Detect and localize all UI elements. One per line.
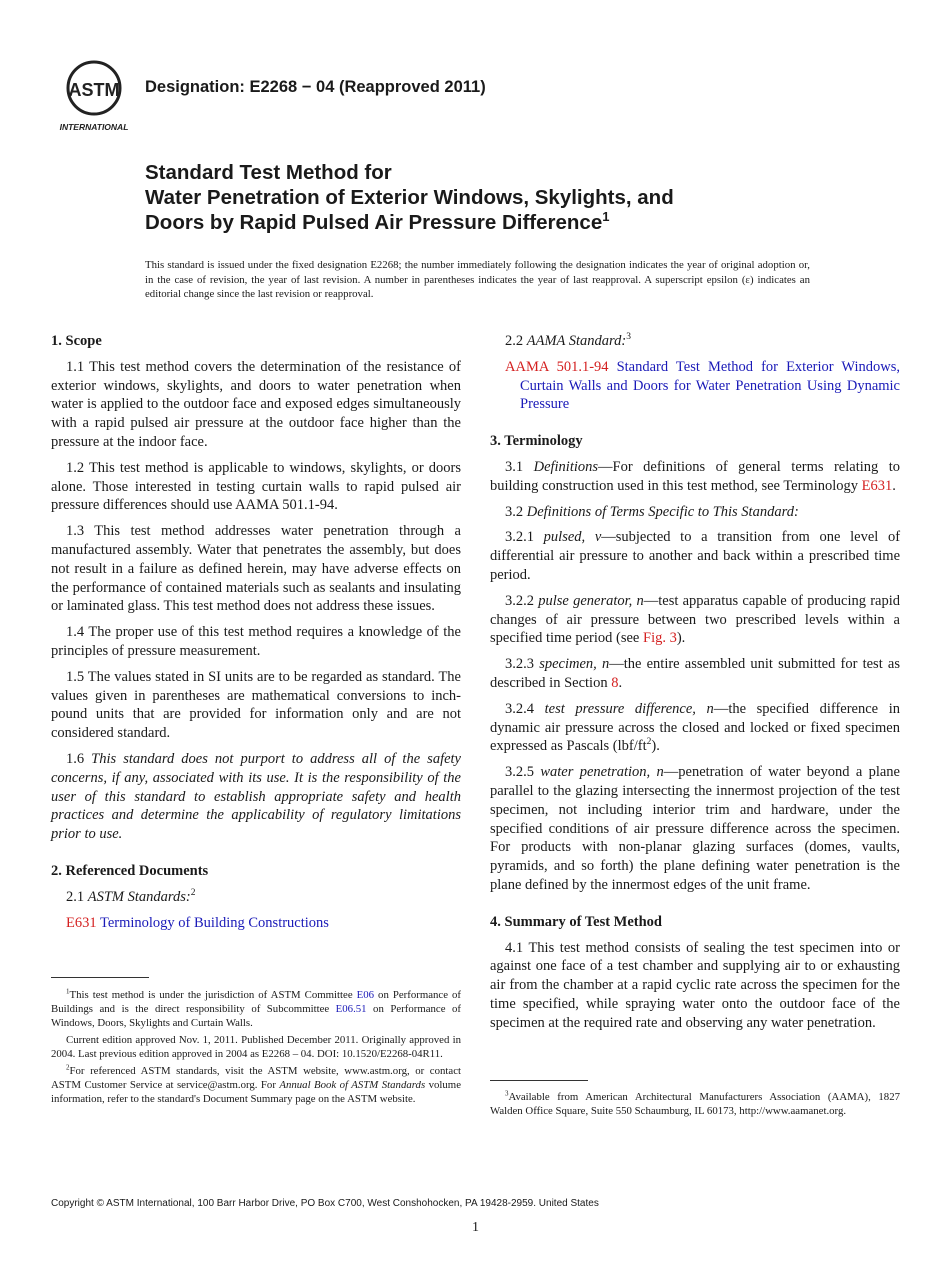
link-e631[interactable]: E631 [861,477,893,494]
designation: Designation: E2268 − 04 (Reapproved 2011) [145,78,486,96]
footnote-2: $^2$For referenced ASTM standards, visit the ASTM website, www.astm.org, or contact ASTM Customer Service at service@astm.org. For Annual Book of ASTM Standards volume information, refer to the standard's Document Summary page on the ASTM website. [51,1063,461,1105]
paragraph-3-2-5: 3.2.5 water penetration, n—penetration of water beyond a plane parallel to the glazing intersecting the innermost projection of the test specimen, not including interior trim and hardware, under the specified conditions of air pressure difference across the specimen. For products with non-planar glazing surfaces (domes, vaults, pyramids, and so forth) the plane defining water penetration is the plane defined by the innermost edges of the unit frame. [490,764,900,893]
copyright-notice: Copyright © ASTM International, 100 Barr Harbor Drive, PO Box C700, West Conshohocken, PA 19428-2959. United States [51,1198,599,1209]
paragraph-3-2-1: 3.2.1 pulsed, v—subjected to a transition from one level of differential air pressure to another and back within a prescribed time period. [490,529,901,583]
link-e06[interactable]: E06 [356,989,375,1001]
link-fig-3[interactable]: Fig. 3 [643,630,677,647]
astm-logo [52,58,136,134]
footnotes-left [51,988,461,1109]
footnote-3: $^3$Available from American Architectural Manufacturers Association (AAMA), 1827 Walden Office Square, Suite 550 Schaumburg, IL 60173, http://www.aamanet.org. [490,1089,900,1117]
link-section-8[interactable]: 8 [611,674,619,691]
section-heading-scope: 1. Scope [51,333,102,349]
reference-e631 [66,914,461,933]
issuance-statement: This standard is issued under the fixed designation E2268; the number immediately following the designation indicates the year of original adoption or, in the case of revision, the year of last revision. A number in parentheses indicates the year of last reapproval. A superscript epsilon (ε) indicates an editorial change since the last revision or reapproval. [145,259,810,301]
paragraph-4-1: 4.1 This test method consists of sealing the test specimen into or against one face of a test chamber and supplying air to or exhausting air from the chamber at a rapid cyclic rate across the specimen for the time specified, while spraying water onto the outdoor face of the specimen at the required rate and observing any water penetration. [490,939,900,1031]
title-line-1: Standard Test Method for [145,161,392,184]
page-number: 1 [472,1220,479,1235]
footnote-ref-2[interactable]: 2 [190,887,196,898]
paragraph-3-2-2: 3.2.2 pulse generator, n—test apparatus capable of producing rapid changes of air pressure between two prescribed levels within a specified time period (see Fig. 3). [490,592,901,647]
section-heading-terminology: 3. Terminology [490,433,583,450]
link-e06-51[interactable]: E06.51 [335,1003,367,1015]
paragraph-1-3: 1.3 This test method addresses water penetration through a manufactured assembly. Water that penetrates the assembly, but does not result in a failure as defined herein, may have adverse effects on the performance of contained materials such as sealants and insulating or laminated glass. This test method does not address these issues. [51,523,461,615]
section-heading-referenced-documents: 2. Referenced Documents [51,862,209,879]
paragraph-1-5: 1.5 The values stated in SI units are to be regarded as standard. The values given in parentheses are mathematical conversions to inch-pound units that are provided for information only and are not considered standard. [51,668,461,742]
right-column [490,332,900,1040]
paragraph-2-2: 2.2 AAMA Standard:$^3$ [505,332,631,349]
paragraph-1-4: 1.4 The proper use of this test method requires a knowledge of the principles of pressure measurement. [51,624,461,659]
title-line-3-text: Doors by Rapid Pulsed Air Pressure Difference [145,211,603,234]
footnote-1: $^1$This test method is under the jurisdiction of ASTM Committee E06 on Performance of Buildings and is the direct responsibility of Subcommittee E06.51 on Performance of Windows, Doors, Skylights and Curtain Walls. [51,987,461,1029]
paragraph-1-1: 1.1 This test method covers the determination of the resistance of exterior windows, skylights, and doors to water penetration when water is applied to the outdoor face and exposed edges simultaneously with a rapid pulsed air pressure at the outdoor face higher than the pressure at the indoor face. [51,358,461,450]
footnote-1-edition: Current edition approved Nov. 1, 2011. Published December 2011. Originally approved in 2004. Last previous edition approved in 2004 as E2268 – 04. DOI: 10.1520/E2268-04R11. [51,1034,461,1060]
footnote-divider-right [490,1080,588,1081]
footnotes-right [490,1090,900,1121]
paragraph-3-2: 3.2 Definitions of Terms Specific to This Standard: [505,503,799,520]
reference-aama-code[interactable]: AAMA 501.1-94 [505,358,609,375]
paragraph-1-2: 1.2 This test method is applicable to windows, skylights, or doors alone. Those interested in testing curtain walls to rapid pulsed air pressure differences should use AAMA 501.1-94. [51,459,461,514]
document-title [145,160,865,235]
reference-e631-code[interactable]: E631 [66,914,97,931]
footnote-ref-3[interactable]: 3 [626,332,631,343]
title-line-2: Water Penetration of Exterior Windows, Skylights, and [145,186,674,209]
reference-e631-title[interactable]: Terminology of Building Constructions [99,914,329,931]
left-column [51,332,461,939]
footnote-divider-left [51,977,149,978]
paragraph-3-2-4: 3.2.4 test pressure difference, n—the specified difference in dynamic air pressure across the closed and locked or fixed specimen expressed as Pascals $(lbf/ft^2)$. [490,700,901,755]
paragraph-3-1: 3.1 Definitions—For definitions of general terms relating to building construction used in this test method, see Terminology E631. [490,458,901,494]
paragraph-3-2-3: 3.2.3 specimen, n—the entire assembled unit submitted for test as described in Section 8. [490,656,900,691]
logo-text: ASTM [68,80,120,100]
paragraph-1-6: 1.6 This standard does not purport to address all of the safety concerns, if any, associated with its use. It is the responsibility of the user of this standard to establish appropriate safety and health practices and determine the applicability of regulatory limitations prior to use. [51,750,461,843]
reference-aama [505,358,900,414]
paragraph-2-1: 2.1 ASTM Standards:$^2$ [66,887,196,905]
reference-aama-title[interactable]: Standard Test Method for Exterior Windows, Curtain Walls and Doors for Water Penetration Using Dynamic Pressure [520,358,900,413]
title-footnote-mark[interactable]: 1 [602,209,610,225]
section-heading-summary: 4. Summary of Test Method [490,913,662,930]
logo-subtext: INTERNATIONAL [59,122,129,132]
title-line-3 [145,210,865,235]
